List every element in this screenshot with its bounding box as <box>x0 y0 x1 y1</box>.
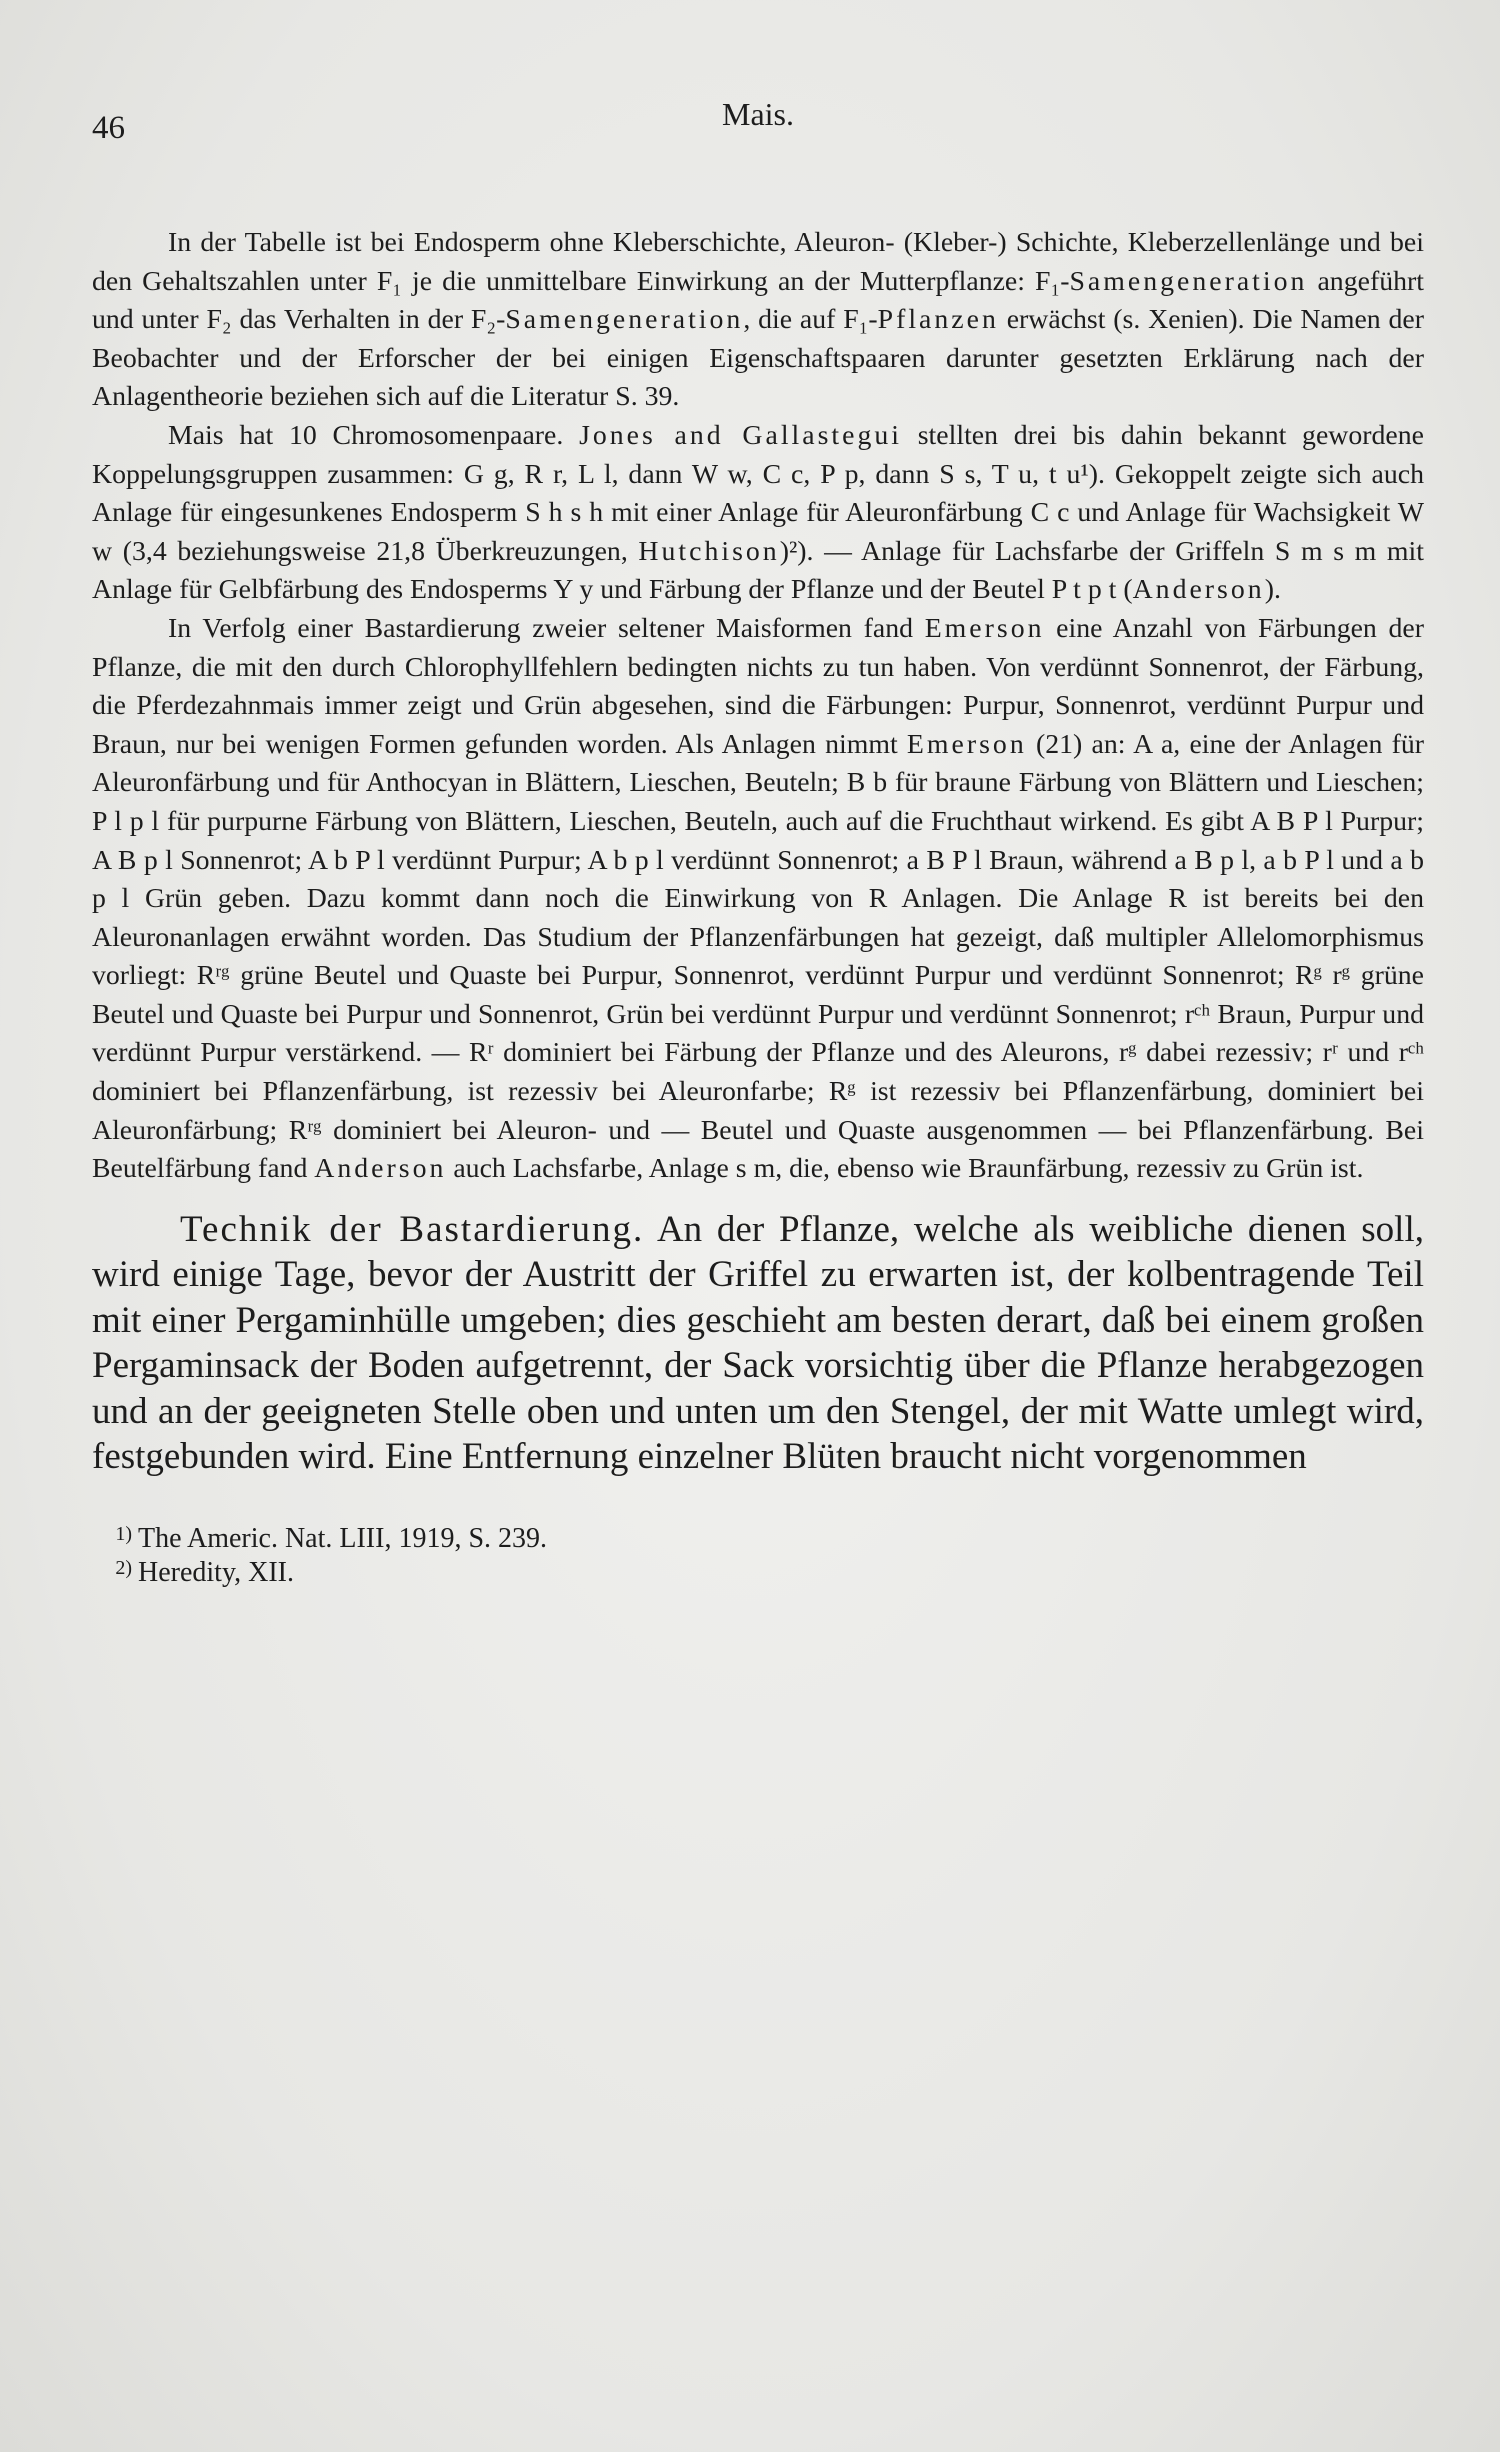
paragraph-hybridization-technique: Technik der Bastardierung. An der Pflanze, welche als weibliche dienen soll, wird einige Tage, bevor der Austritt der Griffel zu erwarten ist, der kolbentragende Teil mit einer Pergaminhülle umgeben; dies geschieht am besten derart, daß bei einem großen Pergaminsack der Boden aufgetrennt, der Sack vorsichtig über die Pflanze herabgezogen und an der geeigneten Stelle oben und unten um den Stengel, der mit Watte umlegt wird, festgebunden wird. Eine Entfernung einzelner Blüten braucht nicht vorgenommen <box>92 1208 1424 1478</box>
footnote-text: Heredity, XII. <box>138 1556 295 1588</box>
section-heading: Technik der Bastardierung. <box>180 1208 645 1250</box>
paragraph-table-explanation: In der Tabelle ist bei Endosperm ohne Kleberschichte, Aleuron- (Kleber-) Schichte, Kleberzellenlänge und bei den Gehaltszahlen unter F₁ je die unmittelbare Einwirkung an der Mutterpflanze: F₁-Samengeneration angeführt und unter F₂ das Verhalten in der F₂-Samengeneration, die auf F₁-Pflanzen erwächst (s. Xenien). Die Namen der Beobachter und der Erforscher der bei einigen Eigenschaftspaaren darunter gesetzten Erklärung nach der Anlagentheorie beziehen sich auf die Literatur S. 39. <box>92 227 1425 413</box>
footnote-2 <box>92 1556 1424 1590</box>
page-number: 46 <box>92 110 125 146</box>
paragraph-chromosomes: Mais hat 10 Chromosomenpaare. Jones and Gallastegui stellten drei bis dahin bekannt gewordene Koppelungsgruppen zusammen: G g, R r, L l, dann W w, C c, P p, dann S s, T u, t u¹). Gekoppelt zeigte sich auch Anlage für eingesunkenes Endosperm S h s h mit einer Anlage für Aleuronfärbung C c und Anlage für Wachsigkeit W w (3,4 beziehungsweise 21,8 Überkreuzungen, Hutchison)²). — Anlage für Lachsfarbe der Griffeln S m s m mit Anlage für Gelbfärbung des Endosperms Y y und Färbung der Pflanze und der Beutel P t p t (Anderson). <box>92 419 1424 606</box>
footnote-mark: 1) <box>115 1522 132 1545</box>
body-text-large <box>92 1207 1424 1480</box>
running-title: Mais. <box>722 96 794 132</box>
footnotes <box>92 1522 1424 1590</box>
footnote-1 <box>92 1522 1424 1556</box>
page-header <box>92 96 1424 156</box>
footnote-text: The Americ. Nat. LIII, 1919, S. 239. <box>138 1522 548 1554</box>
footnote-mark: 2) <box>115 1556 132 1579</box>
body-text-small <box>92 224 1424 1189</box>
paragraph-plant-colors: In Verfolg einer Bastardierung zweier seltener Maisformen fand Emerson eine Anzahl von Färbungen der Pflanze, die mit den durch Chlorophyllfehlern bedingten nichts zu tun haben. Von verdünnt Sonnenrot, der Färbung, die Pferdezahnmais immer zeigt und Grün abgesehen, sind die Färbungen: Purpur, Sonnenrot, verdünnt Purpur und Braun, nur bei wenigen Formen gefunden worden. Als Anlagen nimmt Emerson (21) an: A a, eine der Anlagen für Aleuronfärbung und für Anthocyan in Blättern, Lieschen, Beuteln; B b für braune Färbung von Blättern und Lieschen; P l p l für purpurne Färbung von Blättern, Lieschen, Beuteln, auch auf die Fruchthaut wirkend. Es gibt A B P l Purpur; A B p l Sonnenrot; A b P l verdünnt Purpur; A b p l verdünnt Sonnenrot; a B P l Braun, während a B p l, a b P l und a b p l Grün geben. Dazu kommt dann noch die Einwirkung von R Anlagen. Die Anlage R ist bereits bei den Aleuronanlagen erwähnt worden. Das Studium der Pflanzenfärbungen hat gezeigt, daß multipler Allelomorphismus vorliegt: Rʳᵍ grüne Beutel und Quaste bei Purpur, Sonnenrot, verdünnt Purpur und verdünnt Sonnenrot; Rᵍ rᵍ grüne Beutel und Quaste bei Purpur und Sonnenrot, Grün bei verdünnt Purpur und verdünnt Sonnenrot; rᶜʰ Braun, Purpur und verdünnt Purpur verstärkend. — Rʳ dominiert bei Färbung der Pflanze und des Aleurons, rᵍ dabei rezessiv; rʳ und rᶜʰ dominiert bei Pflanzenfärbung, ist rezessiv bei Aleuronfarbe; Rᵍ ist rezessiv bei Pflanzenfärbung, dominiert bei Aleuronfärbung; Rʳᵍ dominiert bei Aleuron- und — Beutel und Quaste ausgenommen — bei Pflanzenfärbung. Bei Beutelfärbung fand Anderson auch Lachsfarbe, Anlage s m, die, ebenso wie Braunfärbung, rezessiv zu Grün ist. <box>92 612 1425 1185</box>
